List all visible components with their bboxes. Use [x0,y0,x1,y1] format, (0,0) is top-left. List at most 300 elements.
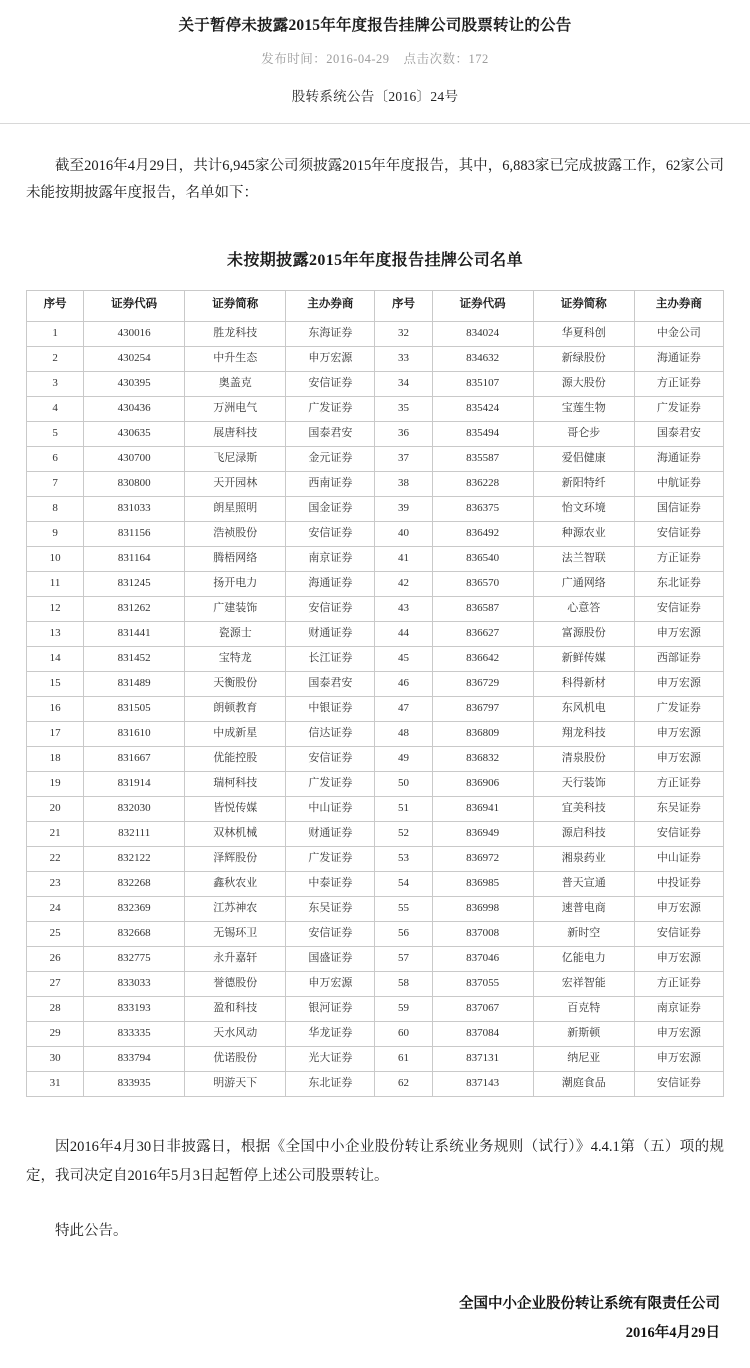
table-cell: 中成新星 [185,721,286,746]
table-cell: 申万宏源 [634,946,723,971]
table-cell: 永升嘉轩 [185,946,286,971]
table-cell: 国信证券 [634,496,723,521]
table-cell: 10 [27,546,84,571]
table-cell: 宏祥智能 [533,971,634,996]
table-cell: 837084 [432,1021,533,1046]
table-cell: 怡文环境 [533,496,634,521]
table-cell: 836642 [432,646,533,671]
table-cell: 源启科技 [533,821,634,846]
table-cell: 东海证券 [286,321,375,346]
table-cell: 831610 [84,721,185,746]
table-row [27,921,724,946]
table-cell: 瑞柯科技 [185,771,286,796]
table-cell: 普天宣通 [533,871,634,896]
table-cell: 25 [27,921,84,946]
table-cell: 836540 [432,546,533,571]
table-cell: 信达证券 [286,721,375,746]
table-cell: 834632 [432,346,533,371]
table-row [27,871,724,896]
table-cell: 4 [27,396,84,421]
table-cell: 836985 [432,871,533,896]
table-cell: 申万宏源 [634,1046,723,1071]
table-cell: 15 [27,671,84,696]
table-cell: 430254 [84,346,185,371]
table-cell: 831452 [84,646,185,671]
table-cell: 27 [27,971,84,996]
table-cell: 申万宏源 [634,746,723,771]
table-cell: 安信证券 [634,596,723,621]
table-cell: 申万宏源 [634,721,723,746]
table-cell: 835587 [432,446,533,471]
table-row [27,471,724,496]
table-row [27,796,724,821]
table-cell: 58 [375,971,432,996]
table-row [27,971,724,996]
table-column-header: 证券简称 [533,290,634,321]
table-cell: 中山证券 [634,846,723,871]
table-cell: 新时空 [533,921,634,946]
table-cell: 申万宏源 [634,896,723,921]
closing-note: 特此公告。 [55,1223,128,1240]
table-cell: 安信证券 [286,371,375,396]
table-cell: 8 [27,496,84,521]
table-row [27,446,724,471]
table-cell: 26 [27,946,84,971]
table-cell: 13 [27,621,84,646]
table-cell: 833193 [84,996,185,1021]
table-cell: 836587 [432,596,533,621]
table-cell: 33 [375,346,432,371]
table-cell: 835494 [432,421,533,446]
table-cell: 12 [27,596,84,621]
table-cell: 海通证券 [286,571,375,596]
table-cell: 836627 [432,621,533,646]
table-cell: 430436 [84,396,185,421]
table-cell: 优能控股 [185,746,286,771]
table-cell: 潮庭食品 [533,1071,634,1096]
table-cell: 39 [375,496,432,521]
table-cell: 5 [27,421,84,446]
table-cell: 30 [27,1046,84,1071]
table-cell: 3 [27,371,84,396]
table-cell: 57 [375,946,432,971]
table-cell: 52 [375,821,432,846]
table-cell: 831262 [84,596,185,621]
table-cell: 37 [375,446,432,471]
table-cell: 腾梧网络 [185,546,286,571]
table-row [27,846,724,871]
table-cell: 安信证券 [286,521,375,546]
table-cell: 申万宏源 [634,671,723,696]
table-cell: 国泰君安 [634,421,723,446]
table-cell: 誉德股份 [185,971,286,996]
table-cell: 54 [375,871,432,896]
table-cell: 爱侣健康 [533,446,634,471]
table-cell: 48 [375,721,432,746]
table-row [27,621,724,646]
table-cell: 831245 [84,571,185,596]
table-cell: 837131 [432,1046,533,1071]
table-cell: 飞尼渌斯 [185,446,286,471]
table-cell: 62 [375,1071,432,1096]
table-cell: 扬开电力 [185,571,286,596]
document-number: 股转系统公告〔2016〕24号 [291,89,459,105]
table-cell: 方正证券 [634,771,723,796]
table-body [27,321,724,1096]
table-cell: 朗顿教育 [185,696,286,721]
table-cell: 新阳特纤 [533,471,634,496]
table-cell: 55 [375,896,432,921]
table-cell: 天开园林 [185,471,286,496]
table-cell: 833935 [84,1071,185,1096]
table-cell: 西部证券 [634,646,723,671]
table-cell: 836972 [432,846,533,871]
table-cell: 海通证券 [634,346,723,371]
table-row [27,646,724,671]
table-cell: 24 [27,896,84,921]
table-cell: 836906 [432,771,533,796]
table-row [27,496,724,521]
table-cell: 430635 [84,421,185,446]
table-cell: 财通证券 [286,821,375,846]
table-cell: 方正证券 [634,971,723,996]
table-cell: 49 [375,746,432,771]
table-cell: 广发证券 [286,396,375,421]
table-cell: 42 [375,571,432,596]
table-cell: 830800 [84,471,185,496]
company-table-wrap [0,290,750,1097]
table-cell: 广通网络 [533,571,634,596]
table-cell: 831156 [84,521,185,546]
table-cell: 奥盖克 [185,371,286,396]
table-cell: 837008 [432,921,533,946]
table-cell: 东风机电 [533,696,634,721]
publish-meta [0,37,750,67]
table-column-header: 证券代码 [432,290,533,321]
table-column-header: 证券简称 [185,290,286,321]
table-cell: 新绿股份 [533,346,634,371]
table-cell: 速普电商 [533,896,634,921]
table-row [27,946,724,971]
table-cell: 中泰证券 [286,871,375,896]
table-cell: 国盛证券 [286,946,375,971]
table-cell: 东吴证券 [286,896,375,921]
table-cell: 鑫秋农业 [185,871,286,896]
table-column-header: 序号 [27,290,84,321]
table-cell: 朗星照明 [185,496,286,521]
table-cell: 广建装饰 [185,596,286,621]
table-cell: 国金证券 [286,496,375,521]
table-cell: 纳尼亚 [533,1046,634,1071]
table-cell: 中航证券 [634,471,723,496]
table-cell: 广发证券 [286,846,375,871]
table-cell: 清泉股份 [533,746,634,771]
publish-time-label: 发布时间： [261,52,327,67]
table-cell: 种源农业 [533,521,634,546]
table-cell: 836570 [432,571,533,596]
table-cell: 2 [27,346,84,371]
table-cell: 50 [375,771,432,796]
table-cell: 59 [375,996,432,1021]
table-cell: 836998 [432,896,533,921]
table-cell: 836228 [432,471,533,496]
publish-time-value: 2016-04-29 [326,52,390,67]
table-cell: 华夏科创 [533,321,634,346]
table-cell: 宜美科技 [533,796,634,821]
table-row [27,821,724,846]
table-cell: 832122 [84,846,185,871]
table-cell: 优诺股份 [185,1046,286,1071]
table-cell: 万洲电气 [185,396,286,421]
table-cell: 35 [375,396,432,421]
table-cell: 新斯顿 [533,1021,634,1046]
table-row [27,771,724,796]
table-cell: 22 [27,846,84,871]
table-cell: 东北证券 [634,571,723,596]
table-cell: 836941 [432,796,533,821]
table-cell: 长江证券 [286,646,375,671]
table-cell: 836832 [432,746,533,771]
table-cell: 安信证券 [286,746,375,771]
table-cell: 833794 [84,1046,185,1071]
table-cell: 836949 [432,821,533,846]
closing-paragraph: 因2016年4月30日非披露日，根据《全国中小企业股份转让系统业务规则（试行）》4.4.1第（五）项的规定，我司决定自2016年5月3日起暂停上述公司股票转让。 [26,1139,724,1184]
table-cell: 申万宏源 [286,346,375,371]
table-cell: 安信证券 [634,921,723,946]
table-cell: 皆悦传媒 [185,796,286,821]
table-column-header: 证券代码 [84,290,185,321]
table-cell: 银河证券 [286,996,375,1021]
table-cell: 方正证券 [634,371,723,396]
table-cell: 837046 [432,946,533,971]
table-row [27,346,724,371]
table-cell: 32 [375,321,432,346]
table-cell: 西南证券 [286,471,375,496]
table-cell: 百克特 [533,996,634,1021]
table-cell: 天行装饰 [533,771,634,796]
table-cell: 833033 [84,971,185,996]
table-column-header: 主办券商 [634,290,723,321]
table-cell: 广发证券 [634,396,723,421]
table-cell: 17 [27,721,84,746]
table-header-row [27,290,724,321]
table-cell: 新鲜传媒 [533,646,634,671]
table-cell: 23 [27,871,84,896]
click-count-label: 点击次数： [403,52,469,67]
table-cell: 31 [27,1071,84,1096]
table-cell: 1 [27,321,84,346]
table-cell: 21 [27,821,84,846]
table-cell: 宝特龙 [185,646,286,671]
table-cell: 中银证券 [286,696,375,721]
table-cell: 国泰君安 [286,671,375,696]
table-cell: 广发证券 [286,771,375,796]
table-cell: 832775 [84,946,185,971]
table-cell: 836492 [432,521,533,546]
table-row [27,321,724,346]
table-cell: 哥仑步 [533,421,634,446]
table-cell: 831505 [84,696,185,721]
company-table [26,290,724,1097]
table-cell: 光大证券 [286,1046,375,1071]
table-cell: 中金公司 [634,321,723,346]
table-cell: 胜龙科技 [185,321,286,346]
table-cell: 金元证券 [286,446,375,471]
table-cell: 泽辉股份 [185,846,286,871]
table-cell: 11 [27,571,84,596]
table-cell: 双林机械 [185,821,286,846]
table-row [27,1021,724,1046]
table-row [27,746,724,771]
table-cell: 832668 [84,921,185,946]
table-cell: 宝莲生物 [533,396,634,421]
table-cell: 34 [375,371,432,396]
table-cell: 东北证券 [286,1071,375,1096]
table-cell: 天衡股份 [185,671,286,696]
click-count-value: 172 [468,52,489,67]
table-cell: 837055 [432,971,533,996]
table-cell: 安信证券 [634,521,723,546]
table-cell: 430700 [84,446,185,471]
signature-org: 全国中小企业股份转让系统有限责任公司 [459,1296,720,1313]
table-cell: 国泰君安 [286,421,375,446]
table-cell: 836375 [432,496,533,521]
table-cell: 832111 [84,821,185,846]
table-cell: 53 [375,846,432,871]
table-column-header: 主办券商 [286,290,375,321]
table-cell: 亿能电力 [533,946,634,971]
table-cell: 法兰智联 [533,546,634,571]
table-cell: 展唐科技 [185,421,286,446]
table-cell: 832030 [84,796,185,821]
table-cell: 19 [27,771,84,796]
table-cell: 申万宏源 [634,1021,723,1046]
table-cell: 明游天下 [185,1071,286,1096]
table-cell: 湘泉药业 [533,846,634,871]
table-cell: 831033 [84,496,185,521]
table-row [27,1071,724,1096]
table-cell: 836797 [432,696,533,721]
table-cell: 14 [27,646,84,671]
table-cell: 837067 [432,996,533,1021]
table-row [27,1046,724,1071]
table-cell: 南京证券 [286,546,375,571]
table-row [27,396,724,421]
table-column-header: 序号 [375,290,432,321]
signature-date: 2016年4月29日 [625,1325,720,1342]
company-list-title: 未按期披露2015年年度报告挂牌公司名单 [226,251,523,269]
table-cell: 831667 [84,746,185,771]
table-cell: 江苏神农 [185,896,286,921]
table-cell: 瓷源士 [185,621,286,646]
table-cell: 6 [27,446,84,471]
table-cell: 东吴证券 [634,796,723,821]
table-cell: 43 [375,596,432,621]
page-bottom-spacer [0,1346,750,1356]
table-cell: 38 [375,471,432,496]
intro-paragraph: 截至2016年4月29日，共计6,945家公司须披露2015年年度报告，其中，6,883家已完成披露工作，62家公司未能按期披露年度报告，名单如下： [26,157,724,201]
table-row [27,896,724,921]
table-cell: 翔龙科技 [533,721,634,746]
table-cell: 浩祯股份 [185,521,286,546]
table-row [27,421,724,446]
table-cell: 中山证券 [286,796,375,821]
table-cell: 835424 [432,396,533,421]
header-divider [0,123,750,124]
table-cell: 833335 [84,1021,185,1046]
table-cell: 源大股份 [533,371,634,396]
table-cell: 61 [375,1046,432,1071]
table-row [27,546,724,571]
table-row [27,521,724,546]
table-cell: 41 [375,546,432,571]
table-cell: 60 [375,1021,432,1046]
table-cell: 836729 [432,671,533,696]
table-cell: 831914 [84,771,185,796]
table-cell: 财通证券 [286,621,375,646]
table-row [27,596,724,621]
table-cell: 835107 [432,371,533,396]
table-cell: 47 [375,696,432,721]
table-cell: 831441 [84,621,185,646]
table-cell: 51 [375,796,432,821]
table-cell: 安信证券 [286,596,375,621]
table-cell: 申万宏源 [634,621,723,646]
table-cell: 海通证券 [634,446,723,471]
signature-block [0,1260,750,1345]
table-head [27,290,724,321]
table-row [27,696,724,721]
table-cell: 430395 [84,371,185,396]
table-cell: 16 [27,696,84,721]
table-cell: 中投证券 [634,871,723,896]
table-cell: 南京证券 [634,996,723,1021]
table-cell: 834024 [432,321,533,346]
table-cell: 天水风动 [185,1021,286,1046]
table-cell: 申万宏源 [286,971,375,996]
table-cell: 安信证券 [286,921,375,946]
table-row [27,671,724,696]
table-cell: 29 [27,1021,84,1046]
table-cell: 无锡环卫 [185,921,286,946]
table-cell: 46 [375,671,432,696]
table-cell: 832268 [84,871,185,896]
table-row [27,721,724,746]
table-cell: 430016 [84,321,185,346]
table-cell: 831164 [84,546,185,571]
table-cell: 831489 [84,671,185,696]
table-cell: 44 [375,621,432,646]
table-cell: 28 [27,996,84,1021]
table-cell: 科得新材 [533,671,634,696]
table-cell: 华龙证券 [286,1021,375,1046]
table-row [27,996,724,1021]
table-cell: 安信证券 [634,821,723,846]
table-cell: 安信证券 [634,1071,723,1096]
table-cell: 7 [27,471,84,496]
table-cell: 40 [375,521,432,546]
table-cell: 盈和科技 [185,996,286,1021]
table-cell: 20 [27,796,84,821]
table-cell: 45 [375,646,432,671]
table-cell: 富源股份 [533,621,634,646]
table-cell: 中升生态 [185,346,286,371]
table-cell: 836809 [432,721,533,746]
table-cell: 837143 [432,1071,533,1096]
table-row [27,371,724,396]
table-cell: 18 [27,746,84,771]
table-cell: 56 [375,921,432,946]
